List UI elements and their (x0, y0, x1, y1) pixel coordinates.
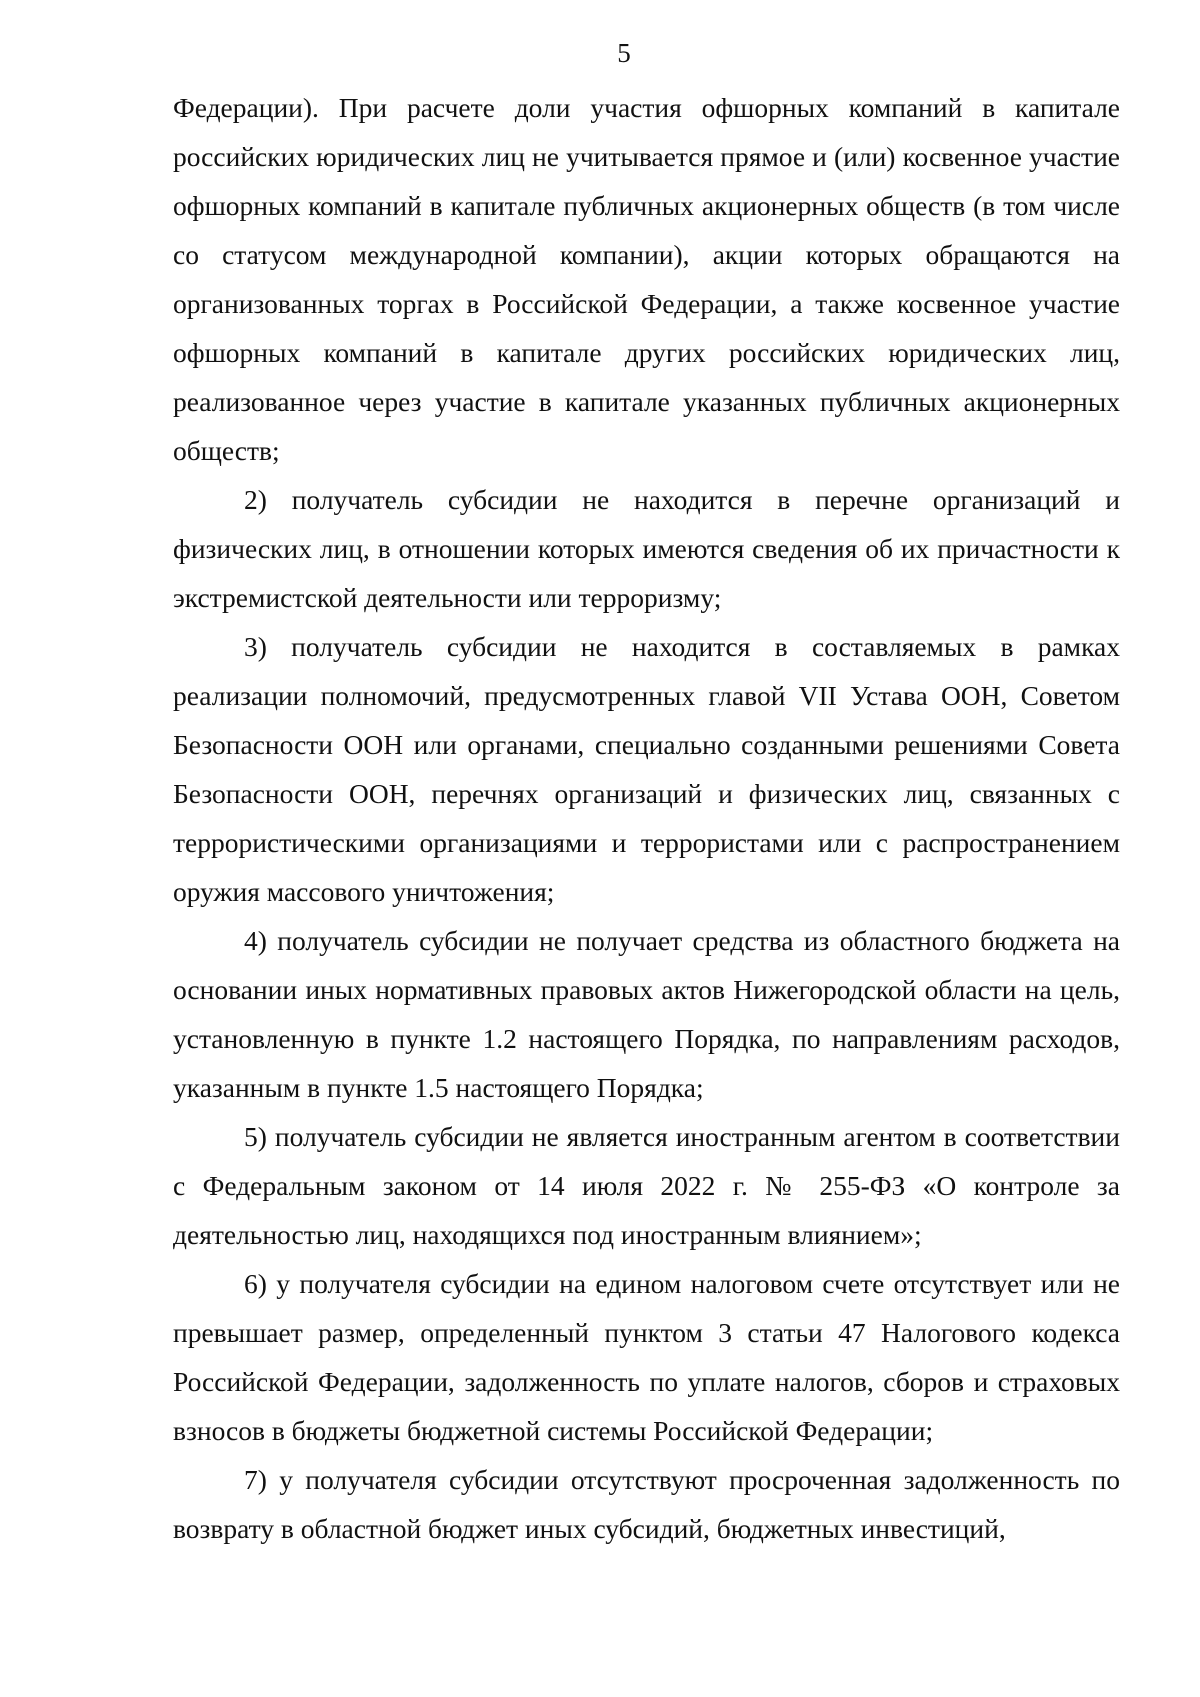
paragraph-item-2: 2) получатель субсидии не находится в перечне организаций и физических лиц, в отношении которых имеются сведения об их причастности к экстремистской деятельности или терроризму; (173, 484, 1120, 613)
paragraph-item-5: 5) получатель субсидии не является иностранным агентом в соответствии с Федеральным законом от 14 июля 2022 г. № 255-ФЗ «О контроле за деятельностью лиц, находящихся под иностранным влиянием»; (173, 1121, 1120, 1250)
paragraph-item-6: 6) у получателя субсидии на едином налоговом счете отсутствует или не превышает размер, определенный пунктом 3 статьи 47 Налогового кодекса Российской Федерации, задолженность по уплате налогов, сборов и страховых взносов в бюджеты бюджетной системы Российской Федерации; (173, 1268, 1120, 1446)
paragraph-item-4: 4) получатель субсидии не получает средства из областного бюджета на основании иных нормативных правовых актов Нижегородской области на цель, установленную в пункте 1.2 настоящего Порядка, по направлениям расходов, указанным в пункте 1.5 настоящего Порядка; (173, 925, 1120, 1103)
page-number: 5 (617, 38, 631, 68)
paragraph-item-3: 3) получатель субсидии не находится в составляемых в рамках реализации полномочий, предусмотренных главой VII Устава ООН, Советом Безопасности ООН или органами, специально созданными решениями Совета Безопасности ООН, перечнях организаций и физических лиц, связанных с террористическими организациями и террористами или с распространением оружия массового уничтожения; (173, 631, 1120, 907)
paragraph-continuation: Федерации). При расчете доли участия офшорных компаний в капитале российских юридических лиц не учитывается прямое и (или) косвенное участие офшорных компаний в капитале публичных акционерных обществ (в том числе со статусом международной компании), акции которых обращаются на организованных торгах в Российской Федерации, а также косвенное участие офшорных компаний в капитале других российских юридических лиц, реализованное через участие в капитале указанных публичных акционерных обществ; (173, 92, 1120, 466)
paragraph-item-7: 7) у получателя субсидии отсутствуют просроченная задолженность по возврату в областной бюджет иных субсидий, бюджетных инвестиций, (173, 1464, 1120, 1544)
document-body (173, 83, 1120, 1553)
